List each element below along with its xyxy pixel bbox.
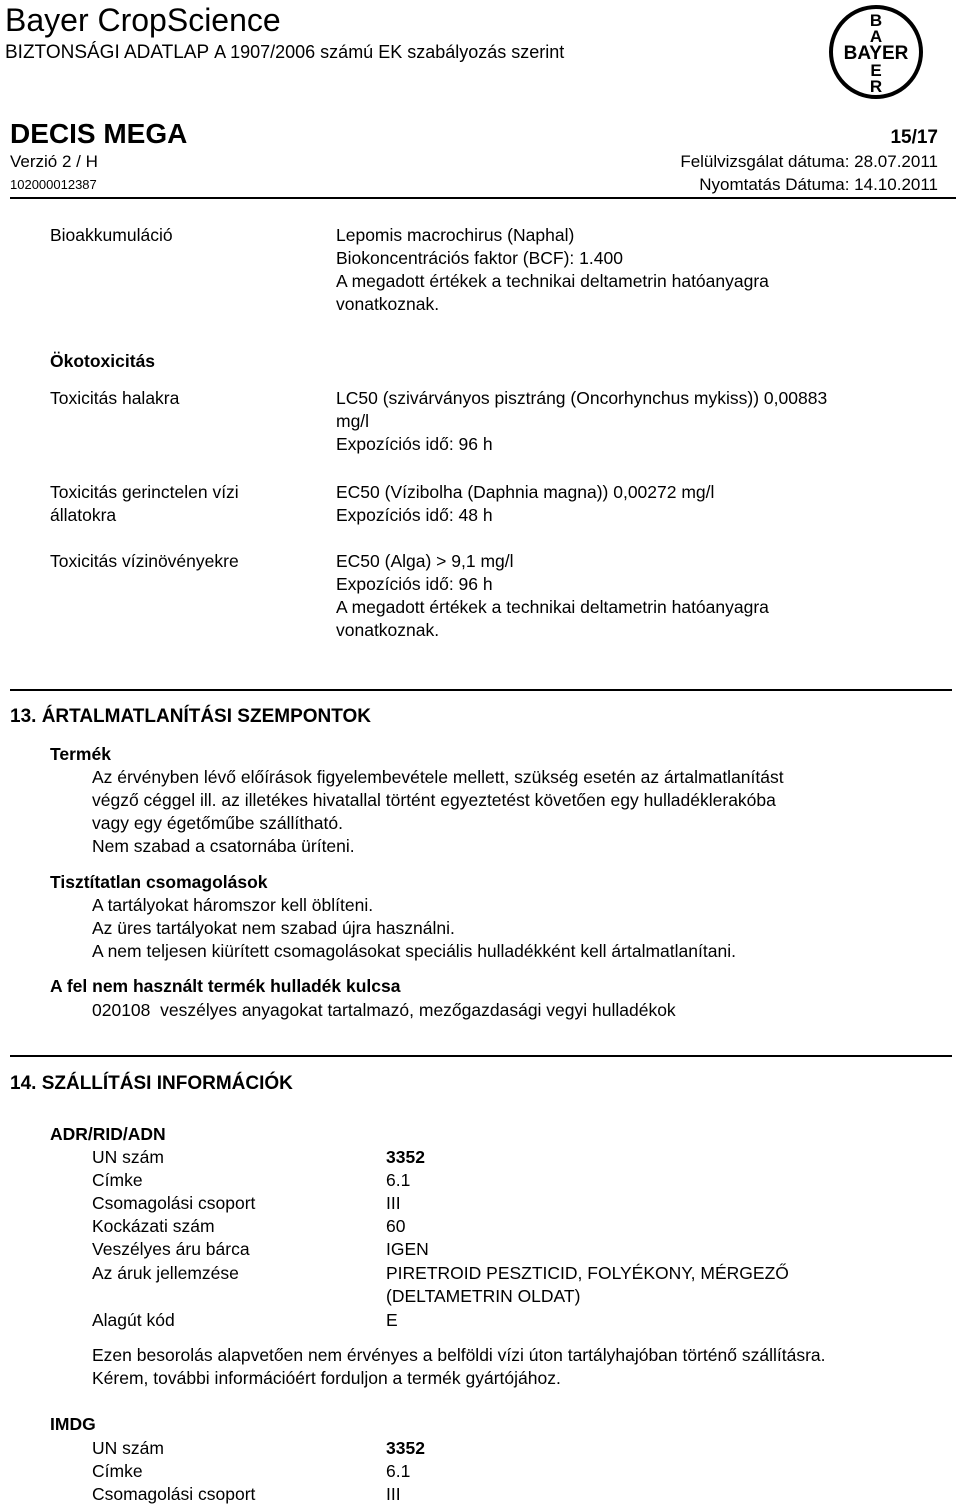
sheet-title-prefix: BIZTONSÁGI ADATLAP xyxy=(5,42,209,63)
ecotox-fish-label: Toxicitás halakra xyxy=(50,388,180,408)
logo-word: BAYER xyxy=(843,43,909,64)
adr-value: III xyxy=(386,1193,401,1213)
sheet-title-suffix: A 1907/2006 számú EK szabályozás szerint xyxy=(214,42,565,62)
revision-date: Felülvizsgálat dátuma: 28.07.2011 xyxy=(680,152,938,171)
page-number: 15/17 xyxy=(890,127,938,148)
company-name: Bayer CropScience xyxy=(5,2,281,38)
version: Verzió 2 / H xyxy=(10,152,98,171)
adr-value: PIRETROID PESZTICID, FOLYÉKONY, MÉRGEZŐ xyxy=(386,1263,789,1283)
disposal-product-line: vagy egy égetőműbe szállítható. xyxy=(92,813,343,833)
ecotox-invert-label: állatokra xyxy=(50,505,117,525)
adr-value: (DELTAMETRIN OLDAT) xyxy=(386,1286,581,1306)
adr-label: UN szám xyxy=(92,1147,164,1167)
imdg-value: III xyxy=(386,1484,401,1504)
ecotox-heading: Ökotoxicitás xyxy=(50,351,156,371)
ecotox-invert-line: Expozíciós idő: 48 h xyxy=(336,505,493,525)
ecotox-plant-line: A megadott értékek a technikai deltametrin hatóanyagra xyxy=(336,597,769,617)
adr-label: Alagút kód xyxy=(92,1310,175,1330)
sheet-title xyxy=(5,42,564,64)
logo-letter-r: R xyxy=(869,77,883,96)
adr-value: E xyxy=(386,1310,398,1330)
bioaccumulation-line: A megadott értékek a technikai deltametrin hatóanyagra xyxy=(336,271,769,291)
imdg-value: 6.1 xyxy=(386,1461,411,1481)
logo-letter-e: E xyxy=(870,61,882,80)
disposal-packaging-line: A nem teljesen kiürített csomagolásokat speciális hulladékként kell ártalmatlanítani. xyxy=(92,941,736,961)
logo-letter-a: A xyxy=(869,27,883,46)
adr-label: Veszélyes áru bárca xyxy=(92,1239,250,1259)
waste-code-line: 020108 veszélyes anyagokat tartalmazó, mezőgazdasági vegyi hulladékok xyxy=(92,1000,676,1020)
disposal-product-heading: Termék xyxy=(50,744,111,764)
disposal-packaging-line: A tartályokat háromszor kell öblíteni. xyxy=(92,895,374,915)
ecotox-invert-line: EC50 (Vízibolha (Daphnia magna)) 0,00272 mg/l xyxy=(336,482,715,502)
adr-value: 3352 xyxy=(386,1147,425,1167)
document-number: 102000012387 xyxy=(10,177,97,192)
section-14-divider xyxy=(10,1055,952,1057)
ecotox-fish-line: mg/l xyxy=(336,411,370,431)
ecotox-plant-label: Toxicitás vízinövényekre xyxy=(50,551,239,571)
ecotox-plant-line: EC50 (Alga) > 9,1 mg/l xyxy=(336,551,514,571)
product-name: DECIS MEGA xyxy=(10,118,188,149)
adr-value: IGEN xyxy=(386,1239,429,1259)
imdg-label: Címke xyxy=(92,1461,143,1481)
bioaccumulation-line: Lepomis macrochirus (Naphal) xyxy=(336,225,575,245)
adr-value: 60 xyxy=(386,1216,406,1236)
bioaccumulation-line: Biokoncentrációs faktor (BCF): 1.400 xyxy=(336,248,623,268)
disposal-packaging-line: Az üres tartályokat nem szabad újra használni. xyxy=(92,918,455,938)
adr-label: Kockázati szám xyxy=(92,1216,215,1236)
section-13-title: 13. ÁRTALMATLANÍTÁSI SZEMPONTOK xyxy=(10,706,371,727)
ecotox-plant-line: Expozíciós idő: 96 h xyxy=(336,574,493,594)
adr-heading: ADR/RID/ADN xyxy=(50,1124,166,1144)
imdg-heading: IMDG xyxy=(50,1414,96,1434)
waste-code-heading: A fel nem használt termék hulladék kulcsa xyxy=(50,976,401,996)
imdg-label: Csomagolási csoport xyxy=(92,1484,256,1504)
disposal-product-line: Az érvényben lévő előírások figyelembevétele mellett, szükség esetén az ártalmatlanítást xyxy=(92,767,784,787)
adr-label: Címke xyxy=(92,1170,143,1190)
section-13-divider xyxy=(10,689,952,691)
transport-note-line: Ezen besorolás alapvetően nem érvényes a belföldi vízi úton tartályhajóban történő szállításra. xyxy=(92,1345,826,1365)
transport-note-line: Kérem, további információért forduljon a termék gyártójához. xyxy=(92,1368,561,1388)
bioaccumulation-line: vonatkoznak. xyxy=(336,294,440,314)
adr-value: 6.1 xyxy=(386,1170,411,1190)
adr-label: Csomagolási csoport xyxy=(92,1193,256,1213)
logo-letter-b: B xyxy=(869,11,883,30)
ecotox-fish-line: Expozíciós idő: 96 h xyxy=(336,434,493,454)
section-14-title: 14. SZÁLLÍTÁSI INFORMÁCIÓK xyxy=(10,1073,293,1094)
header-divider xyxy=(10,197,956,199)
ecotox-fish-line: LC50 (szivárványos pisztráng (Oncorhynchus mykiss)) 0,00883 xyxy=(336,388,828,408)
imdg-label: UN szám xyxy=(92,1438,164,1458)
bayer-cross-logo xyxy=(828,4,924,100)
disposal-packaging-heading: Tisztítatlan csomagolások xyxy=(50,872,268,892)
adr-label: Az áruk jellemzése xyxy=(92,1263,239,1283)
ecotox-plant-line: vonatkoznak. xyxy=(336,620,440,640)
disposal-product-line: Nem szabad a csatornába üríteni. xyxy=(92,836,355,856)
bioaccumulation-label: Bioakkumuláció xyxy=(50,225,173,245)
ecotox-invert-label: Toxicitás gerinctelen vízi xyxy=(50,482,239,502)
disposal-product-line: végző céggel ill. az illetékes hivatallal történt egyeztetést követően egy hulladéklerakóba xyxy=(92,790,776,810)
print-date: Nyomtatás Dátuma: 14.10.2011 xyxy=(699,175,938,194)
imdg-value: 3352 xyxy=(386,1438,425,1458)
